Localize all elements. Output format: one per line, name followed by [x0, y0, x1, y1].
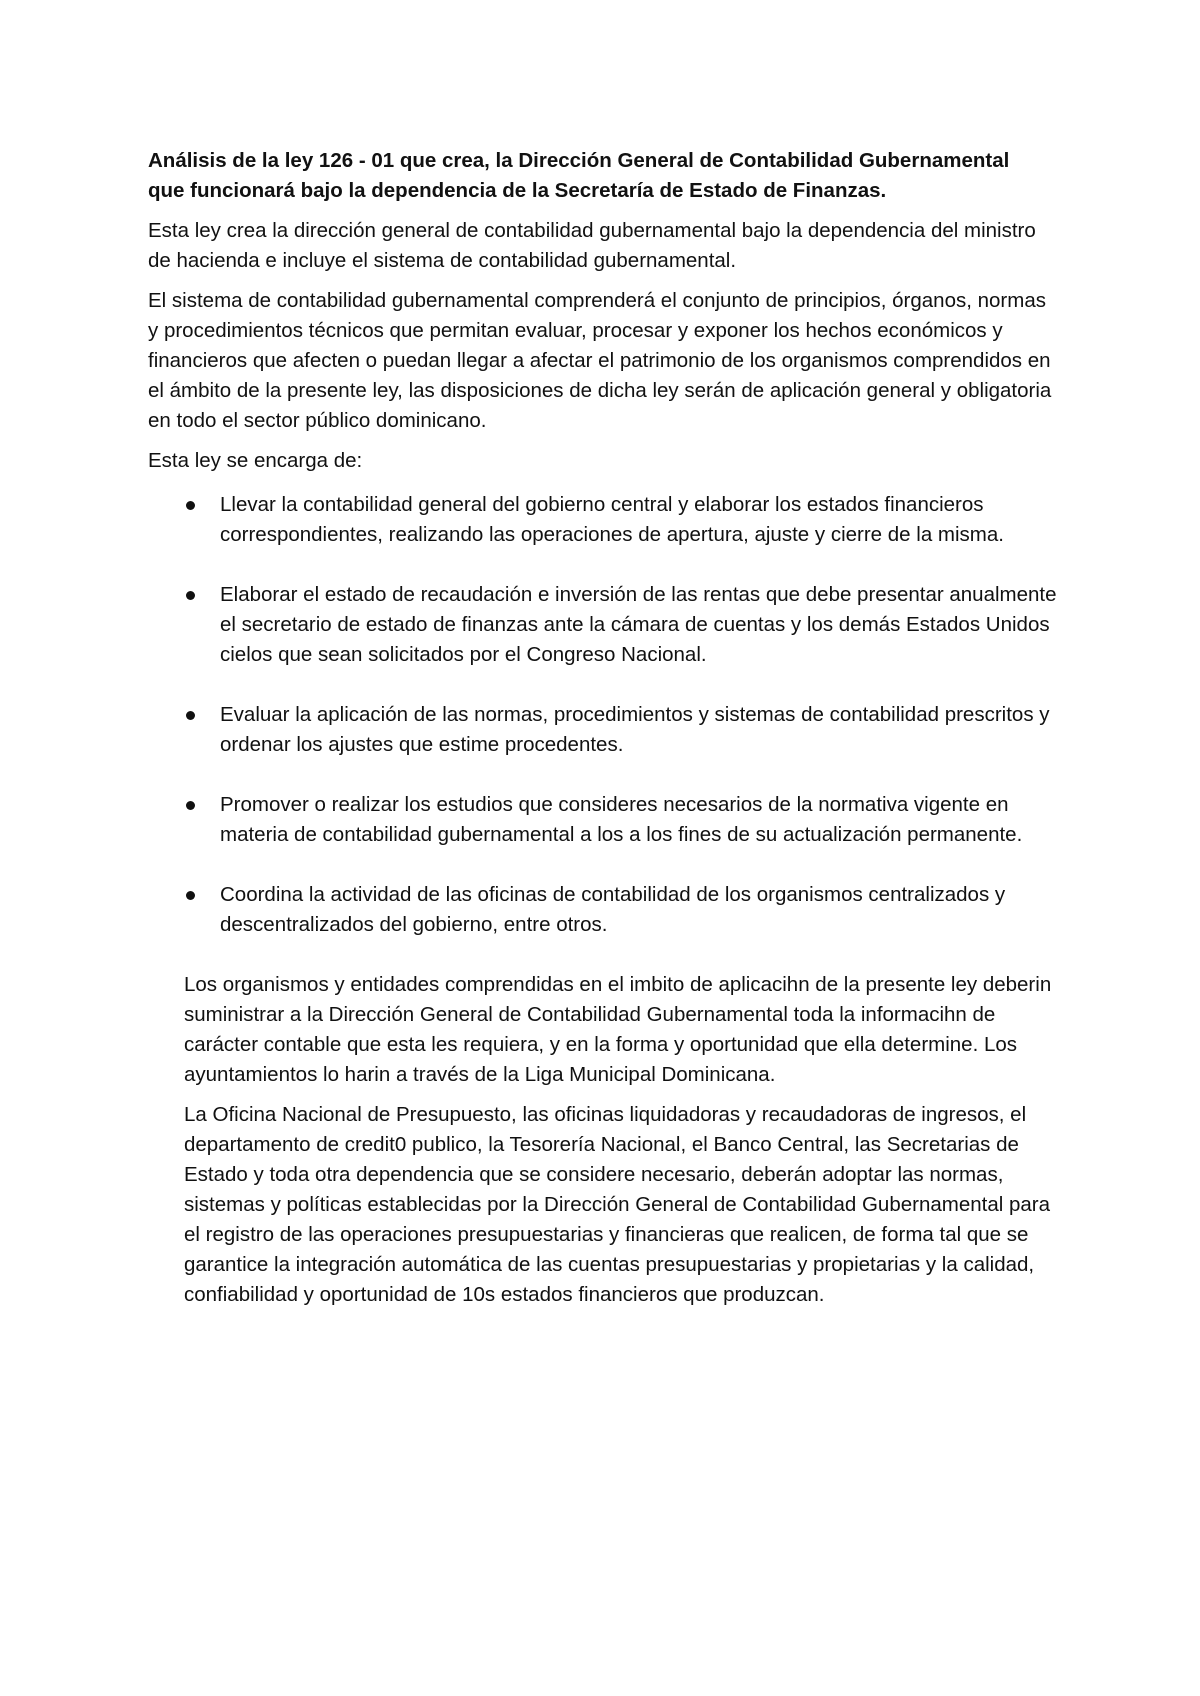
document-body — [148, 146, 1078, 1320]
list-item-text: Llevar la contabilidad general del gobierno central y elaborar los estados financieros correspondientes, realizando las operaciones de apertura, ajuste y cierre de la misma. — [220, 493, 1004, 546]
list-item — [148, 880, 1060, 940]
list-item — [148, 700, 1060, 760]
paragraph-4: La Oficina Nacional de Presupuesto, las oficinas liquidadoras y recaudadoras de ingresos, el departamento de credit0 publico, la Tesorería Nacional, el Banco Central, las Secretarias de Estado y toda otra dependencia que se considere necesario, deberán adoptar las normas, sistemas y políticas establecidas por la Dirección General de Contabilidad Gubernamental para el registro de las operaciones presupuestarias y financieras que realicen, de forma tal que se garantice la integración automática de las cuentas presupuestarias y propietarias y la calidad, confiabilidad y oportunidad de 10s estados financieros que produzcan. — [184, 1103, 1051, 1306]
bullet-icon — [186, 501, 195, 510]
document-title: Análisis de la ley 126 - 01 que crea, la Dirección General de Contabilidad Gubernamental que funcionará bajo la dependencia de la Secretaría de Estado de Finanzas. — [148, 149, 1010, 202]
paragraph-1: Esta ley crea la dirección general de contabilidad gubernamental bajo la dependencia del ministro de hacienda e incluye el sistema de contabilidad gubernamental. — [148, 219, 1036, 272]
bullet-list — [148, 490, 1078, 940]
list-item — [148, 790, 1060, 850]
bullet-icon — [186, 801, 195, 810]
paragraph-3: Los organismos y entidades comprendidas en el imbito de aplicacihn de la presente ley deberin suministrar a la Dirección General de Contabilidad Gubernamental toda la informacihn de carácter contable que esta les requiera, y en la forma y oportunidad que ella determine. Los ayuntamientos lo harin a través de la Liga Municipal Dominicana. — [184, 973, 1052, 1086]
list-item — [148, 580, 1060, 670]
list-item-text: Evaluar la aplicación de las normas, procedimientos y sistemas de contabilidad prescritos y ordenar los ajustes que estime procedentes. — [220, 703, 1050, 756]
bullet-icon — [186, 591, 195, 600]
list-item-text: Coordina la actividad de las oficinas de contabilidad de los organismos centralizados y descentralizados del gobierno, entre otros. — [220, 883, 1006, 936]
paragraph-2: El sistema de contabilidad gubernamental comprenderá el conjunto de principios, órganos, normas y procedimientos técnicos que permitan evaluar, procesar y exponer los hechos económicos y financieros que afecten o puedan llegar a afectar el patrimonio de los organismos comprendidos en el ámbito de la presente ley, las disposiciones de dicha ley serán de aplicación general y obligatoria en todo el sector público dominicano. — [148, 289, 1052, 432]
bullet-icon — [186, 891, 195, 900]
list-item-text: Elaborar el estado de recaudación e inversión de las rentas que debe presentar anualmente el secretario de estado de finanzas ante la cámara de cuentas y los demás Estados Unidos cielos que sean solicitados por el Congreso Nacional. — [220, 583, 1057, 666]
list-intro: Esta ley se encarga de: — [148, 449, 363, 472]
list-item-text: Promover o realizar los estudios que consideres necesarios de la normativa vigente en materia de contabilidad gubernamental a los a los fines de su actualización permanente. — [220, 793, 1023, 846]
bullet-icon — [186, 711, 195, 720]
list-item — [148, 490, 1060, 550]
